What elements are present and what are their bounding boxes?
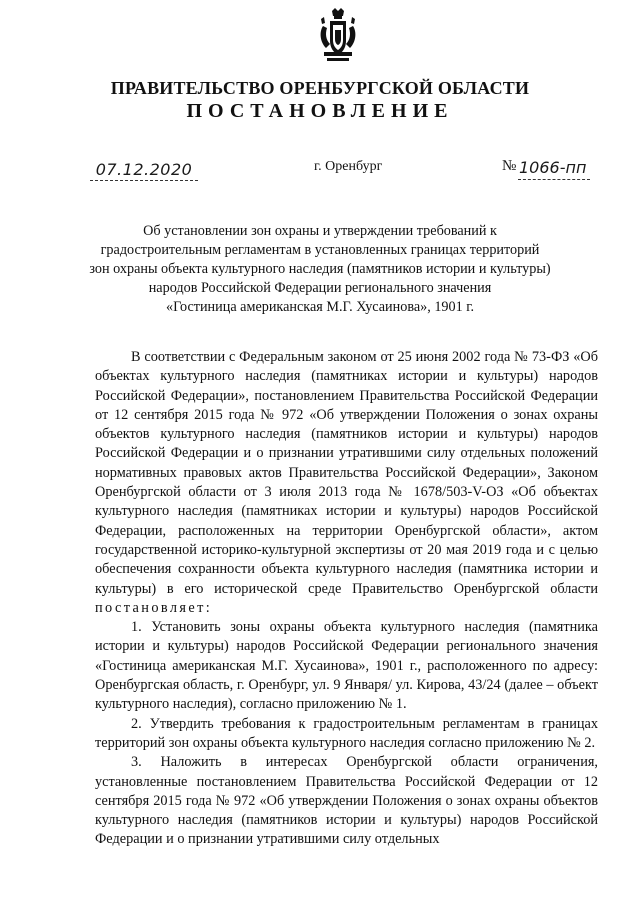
document-body bbox=[95, 348, 598, 850]
number-sign: № bbox=[502, 158, 517, 174]
document-date: 07.12.2020 bbox=[95, 160, 193, 179]
document-title bbox=[80, 222, 560, 317]
number-underline bbox=[518, 179, 590, 180]
title-line: градостроительным регламентам в установленных границах территорий bbox=[100, 242, 540, 258]
title-line: Об установлении зон охраны и утверждении требований к bbox=[143, 223, 497, 239]
clause-paragraph: 3. Наложить в интересах Оренбургской области ограничения, установленные постановлением Правительства Российской Федерации от 12 сентября 2015 года № 972 «Об утверждении Положения о зонах охраны объектов культурного наследия (памятников истории и культуры) народов Российской Федерации и о признании утратившими силу отдельных bbox=[95, 754, 598, 848]
document-city: г. Оренбург bbox=[314, 159, 383, 174]
document-type: ПОСТАНОВЛЕНИЕ bbox=[186, 100, 454, 122]
clause-paragraph: 2. Утвердить требования к градостроительным регламентам в границах территорий зон охраны объекта культурного наследия согласно приложению № 2. bbox=[95, 715, 598, 751]
title-line: зон охраны объекта культурного наследия (памятников истории и культуры) bbox=[89, 261, 551, 277]
decree-word: постановляет: bbox=[95, 599, 213, 616]
document-number: 1066-пп bbox=[519, 158, 587, 177]
clause-paragraph: 1. Установить зоны охраны объекта культурного наследия (памятника истории и культуры) народов Российской Федерации регионального значения «Гостиница американская М.Г. Хусаинова», 1901 г., расположенного по адресу: Оренбургская область, г. Оренбург, ул. 9 Января/ ул. Кирова, 43/24 (далее – объект культурного наследия), согласно приложению № 1. bbox=[95, 619, 598, 713]
title-line: народов Российской Федерации регионального значения bbox=[148, 280, 492, 296]
organization-name: ПРАВИТЕЛЬСТВО ОРЕНБУРГСКОЙ ОБЛАСТИ bbox=[110, 78, 530, 98]
preamble-text: В соответствии с Федеральным законом от 25 июня 2002 года № 73-ФЗ «Об объектах культурного наследия (памятниках истории и культуры) народов Российской Федерации», постановлением Правительства Российской Федерации от 12 сентября 2015 года № 972 «Об утверждении Положения о зонах охраны объектов культурного наследия (памятников истории и культуры) народов Российской Федерации и о признании утратившими силу отдельных положений нормативных правовых актов Правительства Российской Федерации», Законом Оренбургской области от 3 июля 2013 года № 1678/503-V-ОЗ «Об объектах культурного наследия (памятниках истории и культуры) народов Российской Федерации, расположенных на территории Оренбургской области», актом государственной историко-культурной экспертизы от 20 мая 2019 года и с целью обеспечения сохранности объекта культурного наследия (памятника истории и культуры) в его исторической среде Правительство Оренбургской области bbox=[95, 349, 598, 597]
title-line: «Гостиница американская М.Г. Хусаинова», 1901 г. bbox=[165, 299, 475, 315]
date-underline bbox=[90, 180, 198, 181]
preamble-paragraph bbox=[95, 348, 598, 618]
coat-of-arms-icon bbox=[318, 8, 358, 64]
